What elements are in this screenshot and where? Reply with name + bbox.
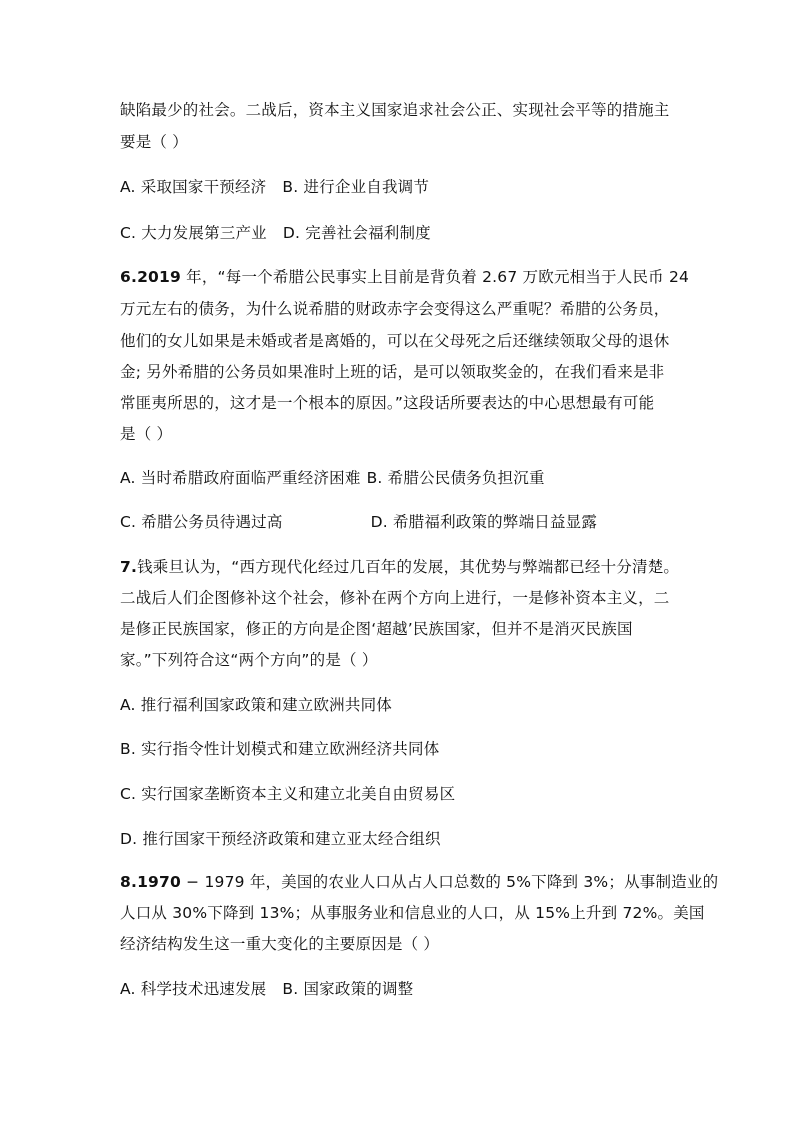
q5-stem-line-2: 要是（ ） — [120, 133, 188, 151]
q7-stem-line-1 — [120, 556, 679, 578]
q7-option-c: C. 实行国家垄断资本主义和建立北美自由贸易区 — [120, 785, 456, 803]
q6-stem-line-3: 他们的女儿如果是未婚或者是离婚的，可以在父母死之后还继续领取父母的退休 — [120, 332, 670, 350]
q6-stem-line-5: 常匪夷所思的，这才是一个根本的原因。”这段话所要表达的中心思想最有可能 — [120, 394, 655, 412]
q7-option-a: A. 推行福利国家政策和建立欧洲共同体 — [120, 696, 392, 714]
q6-stem-line-2: 万元左右的债务，为什么说希腊的财政赤字会变得这么严重呢？希腊的公务员， — [120, 300, 670, 318]
q8-stem-line-2: 人口从 30%下降到 13%；从事服务业和信息业的人口，从 15%上升到 72%。美国 — [120, 904, 705, 922]
q5-option-a: A. 采取国家干预经济 — [120, 178, 267, 196]
q6-stem-line-4: 金; 另外希腊的公务员如果准时上班的话，是可以领取奖金的，在我们看来是非 — [120, 363, 665, 381]
q8-stem-line-1 — [120, 871, 718, 893]
q6-options-ab — [120, 467, 545, 489]
q6-stem-line-1 — [120, 266, 689, 288]
q7-option-b: B. 实行指令性计划模式和建立欧洲经济共同体 — [120, 740, 440, 758]
q8-stem-line-1-text: − 1979 年，美国的农业人口从占人口总数的 5%下降到 3%；从事制造业的 — [181, 873, 719, 891]
q7-stem-line-1-text: 钱乘旦认为，“西方现代化经过几百年的发展，其优势与弊端都已经十分清楚。 — [137, 558, 680, 576]
q5-option-c: C. 大力发展第三产业 — [120, 224, 267, 242]
q6-option-b: B. 希腊公民债务负担沉重 — [366, 469, 545, 487]
q7-option-d: D. 推行国家干预经济政策和建立亚太经合组织 — [120, 830, 441, 848]
q5-options-cd — [120, 222, 431, 244]
q5-option-d: D. 完善社会福利制度 — [282, 224, 431, 242]
q7-stem-line-3: 是修正民族国家，修正的方向是企图‘超越’民族国家，但并不是消灭民族国 — [120, 620, 633, 638]
q8-number: 8.1970 — [120, 873, 182, 891]
q6-number: 6.2019 — [120, 268, 182, 286]
q6-options-cd — [120, 511, 597, 533]
q6-option-a: A. 当时希腊政府面临严重经济困难 — [120, 469, 361, 487]
q8-options-ab — [120, 978, 413, 1000]
q5-stem-line-1: 缺陷最少的社会。二战后，资本主义国家追求社会公正、实现社会平等的措施主 — [120, 101, 670, 119]
q8-option-a: A. 科学技术迅速发展 — [120, 980, 267, 998]
q8-option-b: B. 国家政策的调整 — [282, 980, 414, 998]
q7-stem-line-4: 家。”下列符合这“两个方向”的是（ ） — [120, 651, 378, 669]
q8-stem-line-3: 经济结构发生这一重大变化的主要原因是（ ） — [120, 935, 440, 953]
q7-number: 7. — [120, 558, 138, 576]
q6-stem-line-6: 是（ ） — [120, 425, 173, 443]
q5-options-ab — [120, 176, 429, 198]
q5-option-b: B. 进行企业自我调节 — [282, 178, 430, 196]
q6-option-d: D. 希腊福利政策的弊端日益显露 — [370, 513, 598, 531]
q6-stem-line-1-text: 年，“每一个希腊公民事实上目前是背负着 2.67 万欧元相当于人民币 24 — [181, 268, 690, 286]
q7-stem-line-2: 二战后人们企图修补这个社会，修补在两个方向上进行，一是修补资本主义，二 — [120, 589, 670, 607]
q6-option-c: C. 希腊公务员待遇过高 — [120, 513, 283, 531]
